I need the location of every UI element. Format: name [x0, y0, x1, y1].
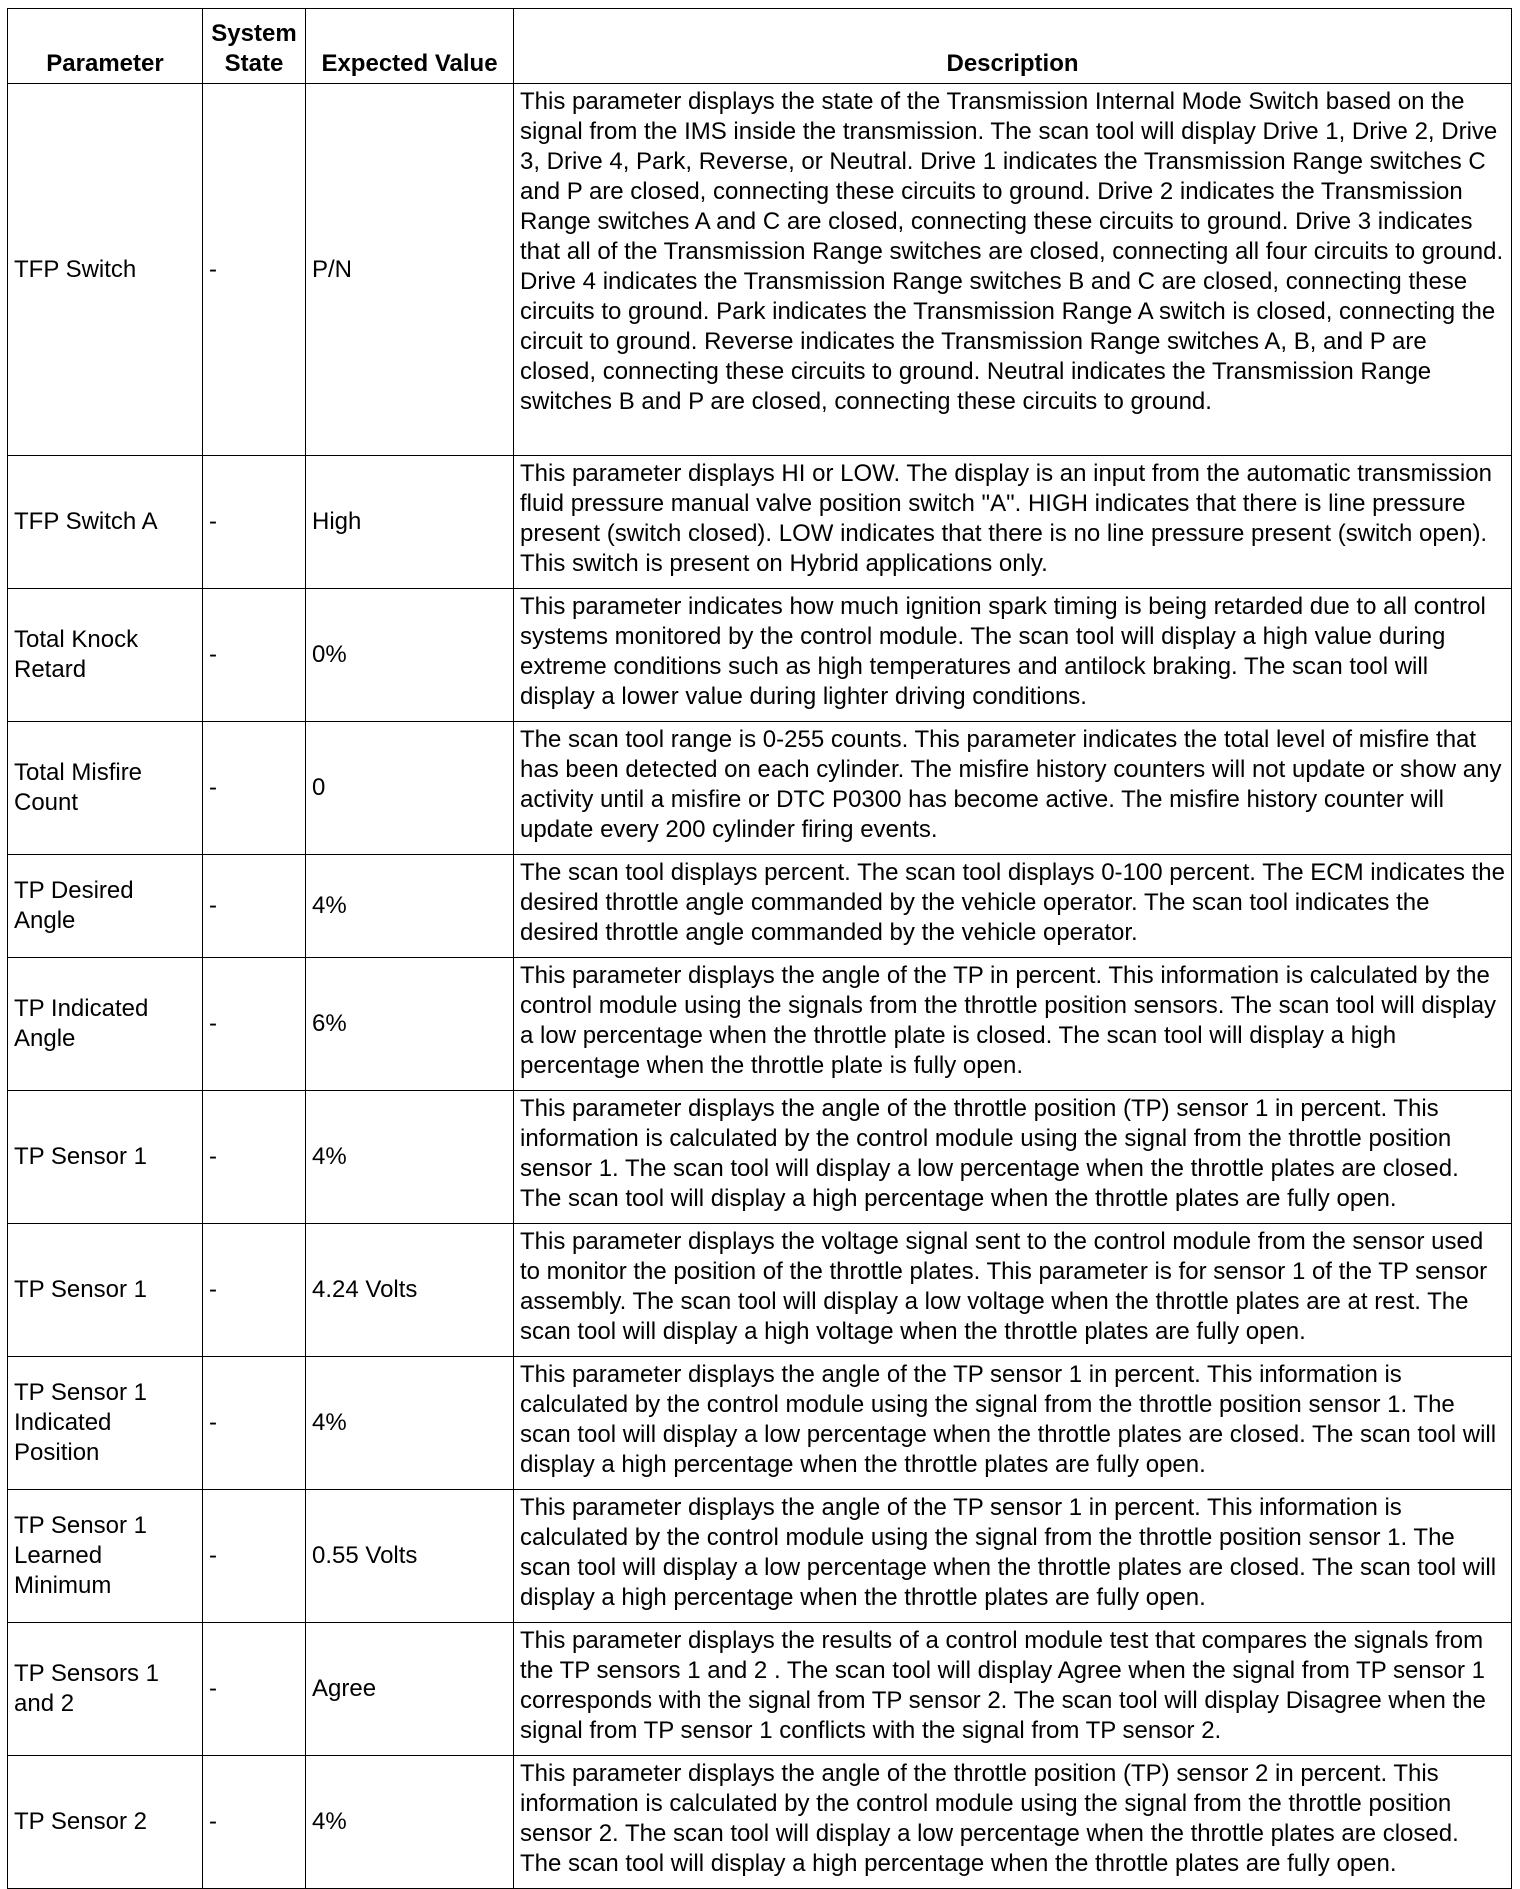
cell-parameter: Total Misfire Count	[8, 722, 203, 855]
header-system-state-line1: System	[211, 20, 297, 47]
cell-system-state: -	[203, 1224, 306, 1357]
header-expected-value: Expected Value	[306, 9, 514, 84]
cell-system-state: -	[203, 456, 306, 589]
parameter-table	[7, 8, 1512, 1889]
cell-system-state: -	[203, 958, 306, 1091]
table-row	[8, 1490, 1512, 1623]
table-row	[8, 1357, 1512, 1490]
cell-system-state: -	[203, 855, 306, 958]
cell-expected-value: 4%	[306, 1357, 514, 1490]
table-row	[8, 855, 1512, 958]
cell-expected-value: High	[306, 456, 514, 589]
cell-system-state: -	[203, 1756, 306, 1889]
cell-parameter: TP Sensors 1 and 2	[8, 1623, 203, 1756]
cell-system-state: -	[203, 1623, 306, 1756]
cell-expected-value: 6%	[306, 958, 514, 1091]
cell-parameter: TP Sensor 1 Indicated Position	[8, 1357, 203, 1490]
cell-system-state: -	[203, 1357, 306, 1490]
cell-description: This parameter displays the angle of the TP sensor 1 in percent. This information is calculated by the control module using the signal from the throttle position sensor 1. The scan tool will display a low percentage when the throttle plates are closed. The scan tool will display a high percentage when the throttle plates are fully open.	[514, 1357, 1512, 1490]
cell-expected-value: 4.24 Volts	[306, 1224, 514, 1357]
cell-description: This parameter displays the angle of the throttle position (TP) sensor 2 in percent. This information is calculated by the control module using the signal from the throttle position sensor 2. The scan tool will display a low percentage when the throttle plates are closed. The scan tool will display a high percentage when the throttle plates are fully open.	[514, 1756, 1512, 1889]
cell-description: This parameter displays the angle of the throttle position (TP) sensor 1 in percent. This information is calculated by the control module using the signal from the throttle position sensor 1. The scan tool will display a low percentage when the throttle plates are closed. The scan tool will display a high percentage when the throttle plates are fully open.	[514, 1091, 1512, 1224]
cell-expected-value: 0	[306, 722, 514, 855]
cell-description: The scan tool range is 0-255 counts. This parameter indicates the total level of misfire that has been detected on each cylinder. The misfire history counters will not update or show any activity until a misfire or DTC P0300 has become active. The misfire history counter will update every 200 cylinder firing events.	[514, 722, 1512, 855]
cell-expected-value: P/N	[306, 84, 514, 456]
cell-system-state: -	[203, 722, 306, 855]
cell-parameter: TFP Switch A	[8, 456, 203, 589]
cell-expected-value: 4%	[306, 1756, 514, 1889]
table-row	[8, 1756, 1512, 1889]
cell-description: The scan tool displays percent. The scan tool displays 0-100 percent. The ECM indicates the desired throttle angle commanded by the vehicle operator. The scan tool indicates the desired throttle angle commanded by the vehicle operator.	[514, 855, 1512, 958]
cell-parameter: TFP Switch	[8, 84, 203, 456]
table-row	[8, 1224, 1512, 1357]
cell-expected-value: 0.55 Volts	[306, 1490, 514, 1623]
cell-description: This parameter indicates how much ignition spark timing is being retarded due to all control systems monitored by the control module. The scan tool will display a high value during extreme conditions such as high temperatures and antilock braking. The scan tool will display a lower value during lighter driving conditions.	[514, 589, 1512, 722]
cell-expected-value: Agree	[306, 1623, 514, 1756]
table-row	[8, 589, 1512, 722]
cell-system-state: -	[203, 589, 306, 722]
cell-parameter: TP Sensor 1 Learned Minimum	[8, 1490, 203, 1623]
cell-description: This parameter displays the voltage signal sent to the control module from the sensor used to monitor the position of the throttle plates. This parameter is for sensor 1 of the TP sensor assembly. The scan tool will display a low voltage when the throttle plates are at rest. The scan tool will display a high voltage when the throttle plates are fully open.	[514, 1224, 1512, 1357]
cell-expected-value: 0%	[306, 589, 514, 722]
table-row	[8, 84, 1512, 456]
cell-description: This parameter displays the state of the Transmission Internal Mode Switch based on the signal from the IMS inside the transmission. The scan tool will display Drive 1, Drive 2, Drive 3, Drive 4, Park, Reverse, or Neutral. Drive 1 indicates the Transmission Range switches C and P are closed, connecting these circuits to ground. Drive 2 indicates the Transmission Range switches A and C are closed, connecting these circuits to ground. Drive 3 indicates that all of the Transmission Range switches are closed, connecting all four circuits to ground. Drive 4 indicates the Transmission Range switches B and C are closed, connecting these circuits to ground. Park indicates the Transmission Range A switch is closed, connecting the circuit to ground. Reverse indicates the Transmission Range switches A, B, and P are closed, connecting these circuits to ground. Neutral indicates the Transmission Range switches B and P are closed, connecting these circuits to ground.	[514, 84, 1512, 456]
table-row	[8, 958, 1512, 1091]
cell-description: This parameter displays the angle of the TP in percent. This information is calculated by the control module using the signals from the throttle position sensors. The scan tool will display a low percentage when the throttle plate is closed. The scan tool will display a high percentage when the throttle plate is fully open.	[514, 958, 1512, 1091]
header-system-state	[203, 9, 306, 84]
cell-parameter: TP Sensor 2	[8, 1756, 203, 1889]
cell-parameter: TP Desired Angle	[8, 855, 203, 958]
header-parameter: Parameter	[8, 9, 203, 84]
cell-expected-value: 4%	[306, 855, 514, 958]
header-description: Description	[514, 9, 1512, 84]
header-system-state-line2: State	[224, 50, 284, 77]
cell-system-state: -	[203, 84, 306, 456]
table-row	[8, 1091, 1512, 1224]
table-row	[8, 1623, 1512, 1756]
cell-parameter: TP Sensor 1	[8, 1091, 203, 1224]
cell-parameter: TP Sensor 1	[8, 1224, 203, 1357]
table-body	[8, 84, 1512, 1889]
cell-description: This parameter displays the results of a control module test that compares the signals from the TP sensors 1 and 2 . The scan tool will display Agree when the signal from TP sensor 1 corresponds with the signal from TP sensor 2. The scan tool will display Disagree when the signal from TP sensor 1 conflicts with the signal from TP sensor 2.	[514, 1623, 1512, 1756]
cell-parameter: TP Indicated Angle	[8, 958, 203, 1091]
cell-parameter: Total Knock Retard	[8, 589, 203, 722]
cell-description: This parameter displays HI or LOW. The display is an input from the automatic transmission fluid pressure manual valve position switch "A". HIGH indicates that there is line pressure present (switch closed). LOW indicates that there is no line pressure present (switch open). This switch is present on Hybrid applications only.	[514, 456, 1512, 589]
header-row	[8, 9, 1512, 84]
cell-system-state: -	[203, 1490, 306, 1623]
table-row	[8, 722, 1512, 855]
cell-system-state: -	[203, 1091, 306, 1224]
table-row	[8, 456, 1512, 589]
table-header	[8, 9, 1512, 84]
cell-expected-value: 4%	[306, 1091, 514, 1224]
cell-description: This parameter displays the angle of the TP sensor 1 in percent. This information is calculated by the control module using the signal from the throttle position sensor 1. The scan tool will display a low percentage when the throttle plates are closed. The scan tool will display a high percentage when the throttle plates are fully open.	[514, 1490, 1512, 1623]
